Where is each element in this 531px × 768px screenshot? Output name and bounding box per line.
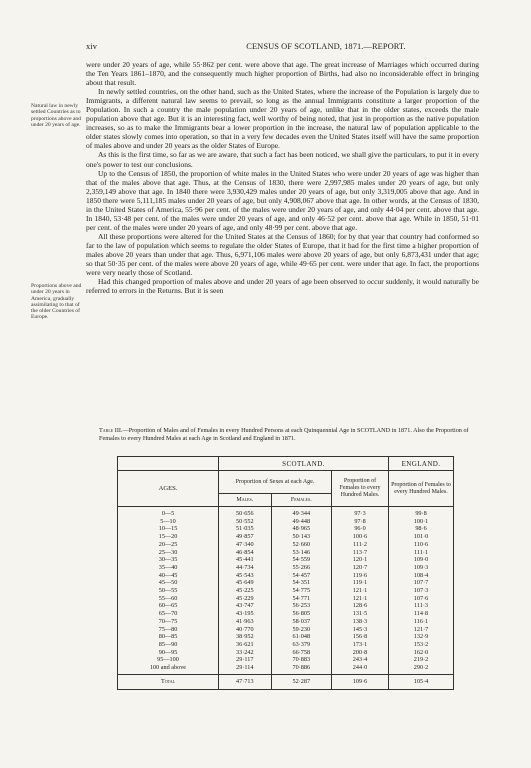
- females-cell: 49·448: [271, 518, 331, 526]
- total-row: [118, 674, 454, 689]
- table-row: [118, 587, 454, 595]
- males-cell: 45·441: [219, 556, 272, 564]
- fem-england-cell: 100·1: [389, 518, 454, 526]
- table-row: [118, 572, 454, 580]
- females-cell: 53·146: [271, 549, 331, 557]
- paragraph: All these proportions were altered for the United States at the Census of 1860; for by that year that country had conformed so far to the law of population which seems to regulate the older States of Europe, that it had for the first time a higher proportion of males above 20 years than under that age. Thus, 6,971,106 males were above 20 years of age, but only 6,873,431 under that age; so that 50·35 per cent. of the males were above 20 years of age, while 49·65 per cent. were under that age. In fact, the proportions were very nearly those of Scotland.: [86, 231, 479, 278]
- age-cell: 30—35: [118, 556, 219, 564]
- table-row: [118, 641, 454, 649]
- caption-lead: Table III.—: [99, 427, 129, 434]
- fem-england-cell: 108·4: [389, 572, 454, 580]
- margin-note-america: Proportions above and under 20 years in America, gradually assimilating to that of the older Countries of Europe.: [31, 283, 82, 321]
- fem-england-cell: 109·0: [389, 556, 454, 564]
- table-row: [118, 525, 454, 533]
- males-header: Males.: [219, 494, 272, 507]
- fem-england-cell: 153·2: [389, 641, 454, 649]
- females-cell: 59·230: [271, 626, 331, 634]
- males-cell: 45·225: [219, 587, 272, 595]
- fem-scotland-cell: 120·7: [332, 564, 389, 572]
- males-cell: 47·340: [219, 541, 272, 549]
- age-cell: 75—80: [118, 626, 219, 634]
- fem-england-cell: 290·2: [389, 664, 454, 674]
- males-cell: 45·229: [219, 595, 272, 603]
- females-cell: 61·048: [271, 633, 331, 641]
- total-females: 52·287: [271, 674, 331, 689]
- age-cell: 45—50: [118, 579, 219, 587]
- fem-scotland-cell: 119·6: [332, 572, 389, 580]
- table-row: [118, 518, 454, 526]
- females-cell: 54·351: [271, 579, 331, 587]
- fem-scotland-cell: 111·2: [332, 541, 389, 549]
- females-per-hundred-england-header: Proportion of Females to every Hundred Males.: [389, 471, 454, 507]
- females-cell: 63·379: [271, 641, 331, 649]
- age-cell: 5—10: [118, 518, 219, 526]
- males-cell: 41·963: [219, 618, 272, 626]
- females-cell: 50·143: [271, 533, 331, 541]
- fem-england-cell: 107·3: [389, 587, 454, 595]
- total-fem-scotland: 109·6: [332, 674, 389, 689]
- males-cell: 50·552: [219, 518, 272, 526]
- fem-scotland-cell: 121·1: [332, 595, 389, 603]
- fem-scotland-cell: 131·5: [332, 610, 389, 618]
- table-row: [118, 595, 454, 603]
- page-number: xiv: [86, 42, 98, 51]
- group-scotland: SCOTLAND.: [219, 457, 389, 471]
- age-cell: 50—55: [118, 587, 219, 595]
- fem-england-cell: 110·6: [389, 541, 454, 549]
- males-cell: 38·952: [219, 633, 272, 641]
- males-cell: 51·035: [219, 525, 272, 533]
- fem-england-cell: 219·2: [389, 656, 454, 664]
- fem-scotland-cell: 121·1: [332, 587, 389, 595]
- fem-england-cell: 111·3: [389, 602, 454, 610]
- table-row: [118, 564, 454, 572]
- males-cell: 43·195: [219, 610, 272, 618]
- fem-scotland-cell: 200·8: [332, 649, 389, 657]
- age-cell: 35—40: [118, 564, 219, 572]
- fem-england-cell: 132·9: [389, 633, 454, 641]
- table-row: [118, 618, 454, 626]
- fem-england-cell: 107·7: [389, 579, 454, 587]
- males-cell: 33·242: [219, 649, 272, 657]
- fem-england-cell: 98·6: [389, 525, 454, 533]
- fem-england-cell: 109·3: [389, 564, 454, 572]
- paragraph: were under 20 years of age, while 55·862 per cent. were above that age. The great increase of Marriages which occurred during the Ten Years 1861–1870, and the consequently much higher proportion of Births, had also no inconsiderable effect in bringing about that result.: [86, 60, 479, 88]
- age-cell: 85—90: [118, 641, 219, 649]
- body-text: [86, 60, 479, 295]
- paragraph: Had this changed proportion of males above and under 20 years of age been observed to occur suddenly, it would naturally be referred to errors in the Returns. But it is seen: [86, 277, 479, 296]
- paragraph: In newly settled countries, on the other hand, such as the United States, where the increase of the Population is largely due to Immigrants, a different natural law seems to prevail, so long as the annual Immigrants constitute a larger proportion of the Population. In such a country the male population under 20 years of age, unlike that in the older states, exceeds the male population above that age. But it is an interesting fact, well worthy of being noted, that just in proportion as the native population increases, so as to make the Immigrants bear a lower proportion in the increase, the natural law of population applicable to the older states slowly comes into operation, so that in a very few decades even the United States itself will have the same proportion of males above and under 20 years as the older States of Europe.: [86, 87, 479, 151]
- table-caption: [99, 427, 477, 442]
- fem-scotland-cell: 243·4: [332, 656, 389, 664]
- fem-scotland-cell: 156·8: [332, 633, 389, 641]
- females-cell: 54·559: [271, 556, 331, 564]
- fem-england-cell: 116·1: [389, 618, 454, 626]
- age-cell: 60—65: [118, 602, 219, 610]
- fem-scotland-cell: 100·6: [332, 533, 389, 541]
- paragraph: As this is the first time, so far as we are aware, that such a fact has been noticed, we shall give the particulars, to put it in every one's power to test our conclusions.: [86, 150, 479, 169]
- fem-england-cell: 121·7: [389, 626, 454, 634]
- running-title: CENSUS OF SCOTLAND, 1871.—REPORT.: [246, 42, 406, 51]
- age-cell: 55—60: [118, 595, 219, 603]
- paragraph: Up to the Census of 1850, the proportion of white males in the United States who were under 20 years of age was higher than that of the males above that age. Thus, at the Census of 1830, there were 2,997,985 males under 20 years of age, but only 2,359,149 above that age. In 1840 there were 3,930,429 males under 20 years of age, but only 3,319,005 above that age. And in 1850 there were 5,111,185 males under 20 years of age, but only 4,908,067 above that age. In other words, at the Census of 1830, in the United States of America, 55·96 per cent. of the males were under 20 years of age, and only 44·04 per cent. above that age. In 1840, 53·48 per cent. of the males were under 20 years of age, and only 46·52 per cent. above that age. While in 1850, 51·01 per cent. of the males were under 20 years of age, and only 48·99 per cent. above that age.: [86, 168, 479, 232]
- females-cell: 70·886: [271, 664, 331, 674]
- statistics-table: [117, 456, 454, 690]
- females-header: Females.: [271, 494, 331, 507]
- females-cell: 49·344: [271, 507, 331, 518]
- margin-note-natural-law: Natural law in newly settled Countries as to proportions above and under 20 years of age.: [31, 103, 82, 128]
- age-cell: 80—85: [118, 633, 219, 641]
- fem-scotland-cell: 173·1: [332, 641, 389, 649]
- age-cell: 20—25: [118, 541, 219, 549]
- fem-england-cell: 162·0: [389, 649, 454, 657]
- males-cell: 50·656: [219, 507, 272, 518]
- fem-england-cell: 107·6: [389, 595, 454, 603]
- table-row: [118, 649, 454, 657]
- females-cell: 54·771: [271, 595, 331, 603]
- caption-text: Proportion of Males and of Females in every Hundred Persons at each Quinquennial Age in SCOTLAND in 1871. Also the Proportion of Females to every Hundred Males at each Age in Scotland and England in 1871.: [99, 427, 469, 442]
- males-cell: 40·770: [219, 626, 272, 634]
- total-fem-england: 105·4: [389, 674, 454, 689]
- total-males: 47·713: [219, 674, 272, 689]
- fem-england-cell: 111·1: [389, 549, 454, 557]
- males-cell: 29·117: [219, 656, 272, 664]
- males-cell: 36·621: [219, 641, 272, 649]
- fem-scotland-cell: 145·3: [332, 626, 389, 634]
- fem-scotland-cell: 97·3: [332, 507, 389, 518]
- age-cell: 90—95: [118, 649, 219, 657]
- table-row: [118, 610, 454, 618]
- table-row: [118, 602, 454, 610]
- females-cell: 48·965: [271, 525, 331, 533]
- fem-scotland-cell: 113·7: [332, 549, 389, 557]
- ages-header: AGES.: [118, 471, 219, 507]
- fem-england-cell: 99·8: [389, 507, 454, 518]
- fem-scotland-cell: 119·1: [332, 579, 389, 587]
- males-cell: 45·649: [219, 579, 272, 587]
- table-row: [118, 507, 454, 518]
- females-cell: 52·660: [271, 541, 331, 549]
- fem-scotland-cell: 96·0: [332, 525, 389, 533]
- age-cell: 0—5: [118, 507, 219, 518]
- fem-england-cell: 114·8: [389, 610, 454, 618]
- males-cell: 45·543: [219, 572, 272, 580]
- males-cell: 44·734: [219, 564, 272, 572]
- table-row: [118, 556, 454, 564]
- group-england: ENGLAND.: [389, 457, 454, 471]
- proportion-header: Proportion of Sexes at each Age.: [219, 471, 332, 494]
- blank-cell: [118, 457, 219, 471]
- males-cell: 43·747: [219, 602, 272, 610]
- females-cell: 56·253: [271, 602, 331, 610]
- age-cell: 100 and above: [118, 664, 219, 674]
- table-row: [118, 664, 454, 674]
- age-cell: 95—100: [118, 656, 219, 664]
- females-per-hundred-scotland-header: Proportion of Females to every Hundred Males.: [332, 471, 389, 507]
- age-cell: 40—45: [118, 572, 219, 580]
- table-row: [118, 549, 454, 557]
- fem-scotland-cell: 97·8: [332, 518, 389, 526]
- females-cell: 70·883: [271, 656, 331, 664]
- fem-england-cell: 101·0: [389, 533, 454, 541]
- age-cell: 70—75: [118, 618, 219, 626]
- males-cell: 29·114: [219, 664, 272, 674]
- age-cell: 65—70: [118, 610, 219, 618]
- table-row: [118, 533, 454, 541]
- females-cell: 54·775: [271, 587, 331, 595]
- table-row: [118, 541, 454, 549]
- age-cell: 10—15: [118, 525, 219, 533]
- females-cell: 66·758: [271, 649, 331, 657]
- males-cell: 49·857: [219, 533, 272, 541]
- females-cell: 58·037: [271, 618, 331, 626]
- fem-scotland-cell: 244·0: [332, 664, 389, 674]
- table-row: [118, 579, 454, 587]
- fem-scotland-cell: 138·3: [332, 618, 389, 626]
- males-cell: 46·854: [219, 549, 272, 557]
- females-cell: 56·805: [271, 610, 331, 618]
- fem-scotland-cell: 128·6: [332, 602, 389, 610]
- table-row: [118, 656, 454, 664]
- females-cell: 55·266: [271, 564, 331, 572]
- table-row: [118, 633, 454, 641]
- age-cell: 25—30: [118, 549, 219, 557]
- females-cell: 54·457: [271, 572, 331, 580]
- table-row: [118, 626, 454, 634]
- fem-scotland-cell: 120·1: [332, 556, 389, 564]
- total-label: Total: [118, 674, 219, 689]
- age-cell: 15—20: [118, 533, 219, 541]
